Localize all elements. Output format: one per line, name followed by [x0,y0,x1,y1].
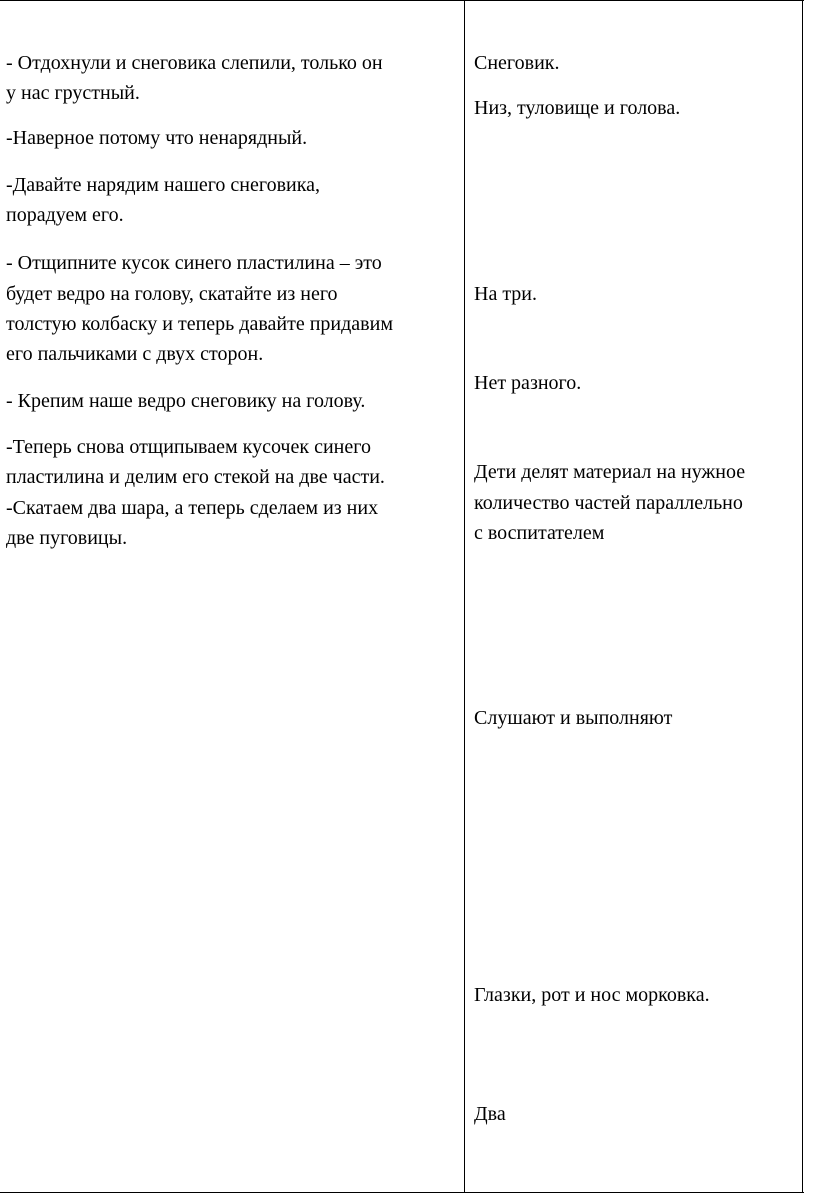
teacher-line: -Наверное потому что ненарядный. [6,127,308,149]
teacher-line: - Отдохнули и снеговика слепили, только он [6,52,383,74]
teacher-line: - Отщипните кусок синего пластилина – это [6,252,382,274]
teacher-line: будет ведро на голову, скатайте из него [6,283,338,305]
table-right-border [802,0,803,1193]
teacher-line: его пальчиками с двух сторон. [6,343,264,365]
children-line: Два [474,1103,506,1125]
children-line: количество частей параллельно [474,492,743,514]
teacher-line: у нас грустный. [6,82,140,104]
teacher-line: - Крепим наше ведро снеговику на голову. [6,390,366,412]
children-line: Дети делят материал на нужное [474,461,746,483]
teacher-line: порадуем его. [6,204,124,226]
column-divider [464,0,465,1193]
teacher-line: -Теперь снова отщипываем кусочек синего [6,436,371,458]
children-line: Снеговик. [474,52,560,74]
children-line: Низ, туловище и голова. [474,97,681,119]
children-line: Слушают и выполняют [474,707,673,729]
teacher-line: -Давайте нарядим нашего снеговика, [6,174,321,196]
teacher-line: пластилина и делим его стекой на две части. [6,466,385,488]
teacher-line: -Скатаем два шара, а теперь сделаем из них [6,497,379,519]
teacher-line: две пуговицы. [6,527,128,549]
teacher-line: толстую колбаску и теперь давайте придавим [6,313,393,335]
children-line: На три. [474,283,538,305]
children-line: с воспитателем [474,522,605,544]
children-line: Нет разного. [474,372,582,394]
table-bottom-border [0,1192,804,1193]
table-top-border [0,0,804,1]
children-line: Глазки, рот и нос морковка. [474,984,710,1006]
